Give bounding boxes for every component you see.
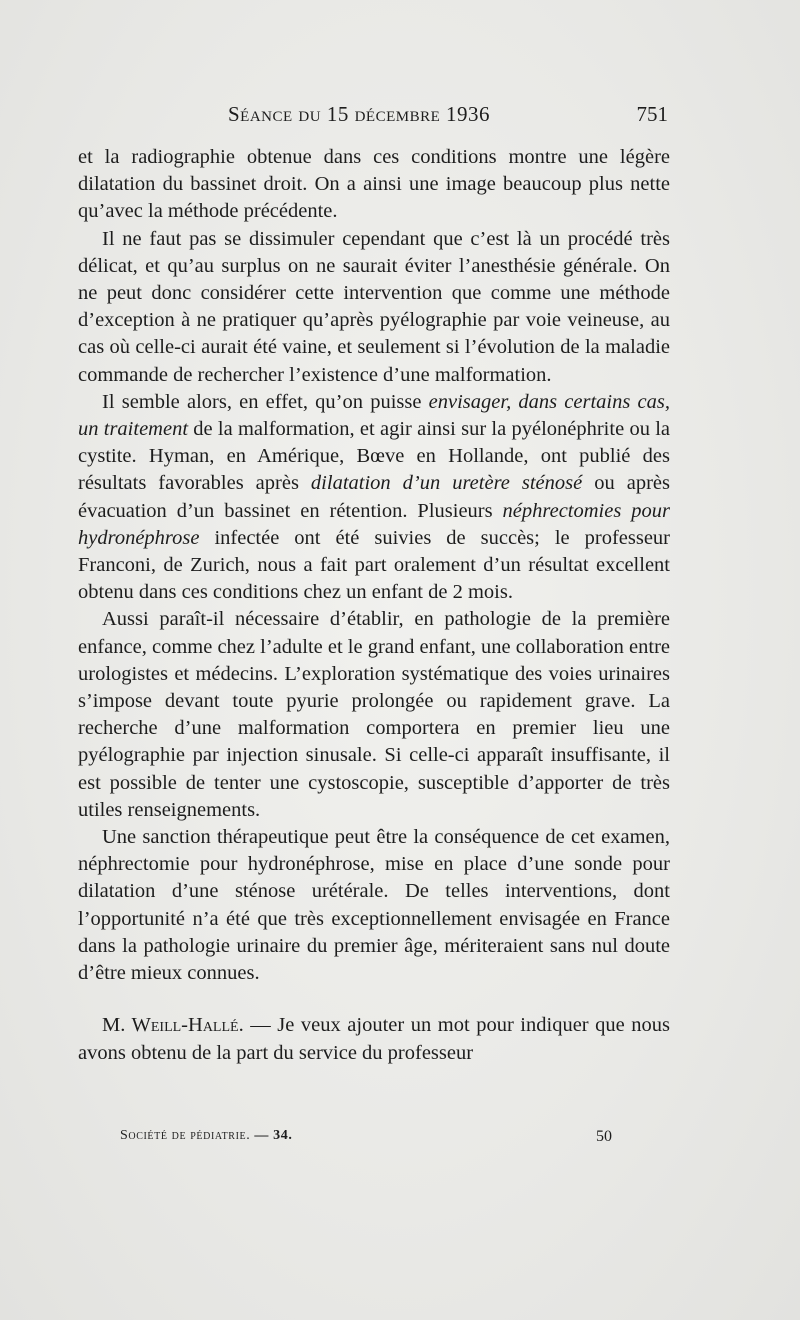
italic-phrase: envisager, dans certains cas, un traitement: [78, 390, 670, 441]
page-number: 751: [636, 102, 668, 126]
paragraph-6: [78, 1012, 670, 1066]
running-title-day: 15: [326, 102, 349, 126]
footer-signature-line: [120, 1128, 620, 1148]
paragraph-4: [78, 606, 670, 824]
paragraph-3: [78, 389, 670, 607]
signature-dash: —: [250, 1128, 274, 1143]
text-run: de la malformation, et agir ainsi sur la pyélonéphrite ou la cystite. Hyman, en Amérique, Bœve en Hollande, ont publié des résultats favorables après: [78, 418, 670, 495]
signature-society: Société de pédiatrie.: [120, 1128, 251, 1143]
running-title-prefix: Séance du: [228, 102, 327, 126]
text-run: Une sanction thérapeutique peut être la conséquence de cet examen, néphrectomie pour hydronéphrose, mise en place d’une sonde pour dilatation d’une sténose urétérale. De telles interventions, dont l’opportunité n’a été que très exceptionnellement envisagée en France dans la pathologie urinaire du premier âge, mériteraient sans nul doute d’être mieux connues.: [78, 826, 670, 985]
paragraph-5: [78, 824, 670, 987]
italic-phrase: néphrectomies pour hydronéphrose: [78, 499, 670, 549]
text-run: Aussi paraît-il nécessaire d’établir, en pathologie de la première enfance, comme chez l’adulte et le grand enfant, une collaboration entre urologistes et médecins. L’exploration systématique des voies urinaires s’impose devant toute pyurie prolongée ou rapidement grave. La recherche d’une malformation comportera en premier lieu une pyélographie par injection sinusale. Si celle-ci apparaît insuffisante, il est possible de tenter une cystoscopie, susceptible d’apporter de très utiles renseignements.: [78, 608, 670, 821]
italic-phrase: dilatation d’un uretère sténosé: [310, 472, 583, 495]
speaker-name: M. Weill-Hallé.: [102, 1014, 244, 1037]
text-run: — Je veux ajouter un mot pour indiquer que nous avons obtenu de la part du service du professeur: [78, 1014, 671, 1064]
text-run: et la radiographie obtenue dans ces conditions montre une légère dilatation du bassinet droit. On a ainsi une image beaucoup plus nette qu’avec la méthode précédente.: [78, 146, 670, 223]
running-title-year: 1936: [446, 102, 491, 126]
sheet-number: 50: [596, 1128, 612, 1145]
running-header: [78, 102, 670, 134]
paragraph-1: [78, 144, 670, 226]
printer-signature: [120, 1128, 292, 1144]
text-run: ou après évacuation d’un bassinet en rétention. Plusieurs: [78, 472, 670, 522]
text-run: Il ne faut pas se dissimuler cependant que c’est là un procédé très délicat, et qu’au surplus on ne saurait éviter l’anesthésie générale. On ne peut donc considérer cette intervention que comme une méthode d’exception à ne pratiquer qu’après pyélographie par voie veineuse, au cas où celle-ci aurait été vaine, et seulement si l’évolution de la maladie commande de rechercher l’existence d’une malformation.: [78, 227, 670, 386]
running-title-month: décembre: [348, 102, 447, 126]
running-title: [228, 102, 490, 127]
text-run: infectée ont été suivies de succès; le professeur Franconi, de Zurich, nous a fait part oralement d’un résultat excellent obtenu dans ces conditions chez un enfant de 2 mois.: [78, 526, 670, 604]
signature-volume: 34.: [273, 1128, 293, 1143]
paragraph-2: [78, 226, 670, 389]
text-run: Il semble alors, en effet, qu’on puisse: [102, 390, 429, 413]
body-text: [78, 144, 670, 1067]
